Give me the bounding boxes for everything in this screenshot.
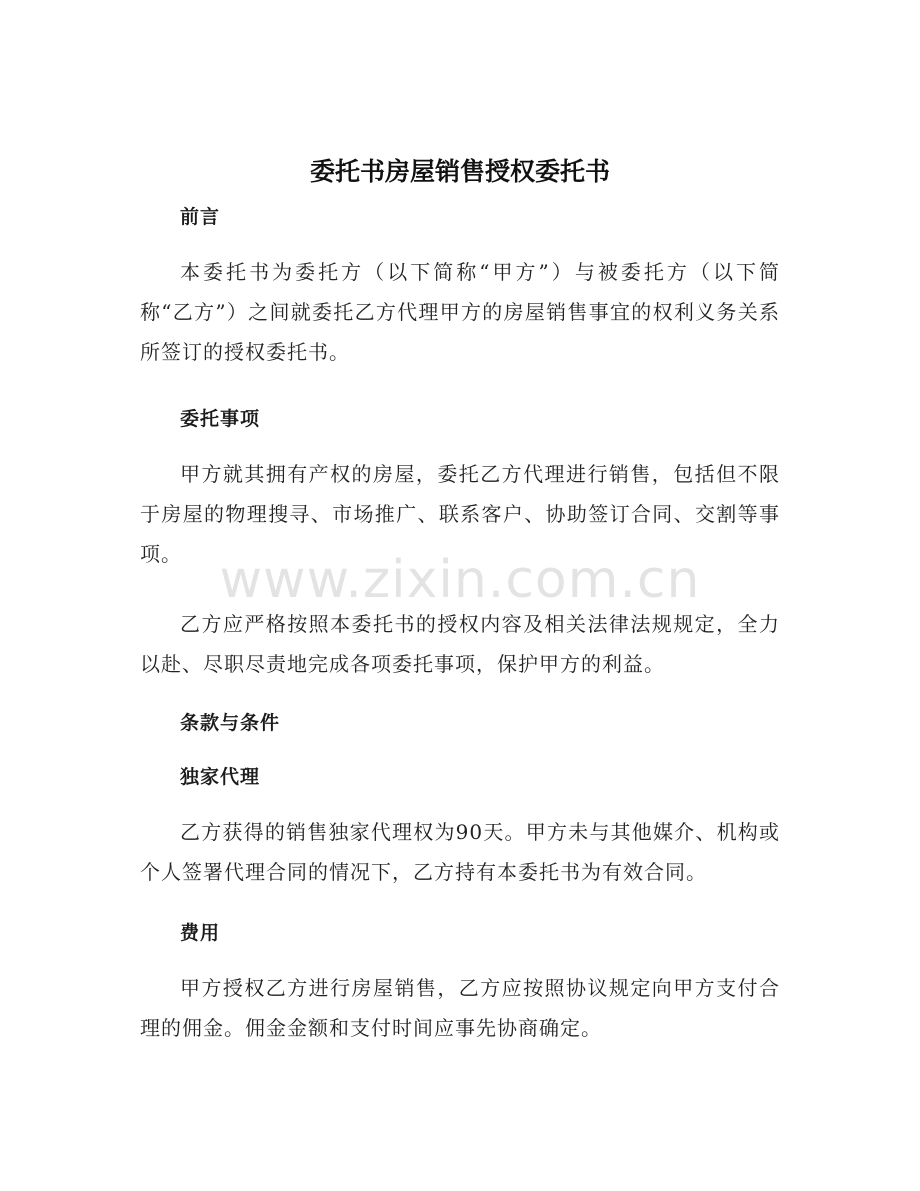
document-title: 委托书房屋销售授权委托书 xyxy=(309,157,610,186)
watermark: www.zixin.com.cn xyxy=(219,550,701,610)
paragraph-exclusive: 乙方获得的销售独家代理权为90天。甲方未与其他媒介、机构或个人签署代理合同的情况下，乙方持有本委托书为有效合同。 xyxy=(140,820,780,884)
section-heading-fees: 费用 xyxy=(180,922,221,944)
section-heading-terms: 条款与条件 xyxy=(180,712,281,734)
section-heading-preface: 前言 xyxy=(180,206,221,228)
paragraph-fees: 甲方授权乙方进行房屋销售，乙方应按照协议规定向甲方支付合理的佣金。佣金金额和支付时间应事先协商确定。 xyxy=(140,976,780,1040)
section-heading-matters: 委托事项 xyxy=(180,408,261,430)
paragraph-preface: 本委托书为委托方（以下简称“甲方”）与被委托方（以下简称“乙方”）之间就委托乙方代理甲方的房屋销售事宜的权利义务关系所签订的授权委托书。 xyxy=(140,260,780,364)
paragraph-matters-1: 甲方就其拥有产权的房屋，委托乙方代理进行销售，包括但不限于房屋的物理搜寻、市场推广、联系客户、协助签订合同、交割等事项。 xyxy=(140,462,780,566)
paragraph-matters-2: 乙方应严格按照本委托书的授权内容及相关法律法规规定，全力以赴、尽职尽责地完成各项委托事项，保护甲方的利益。 xyxy=(140,612,780,676)
section-heading-exclusive: 独家代理 xyxy=(180,766,261,788)
